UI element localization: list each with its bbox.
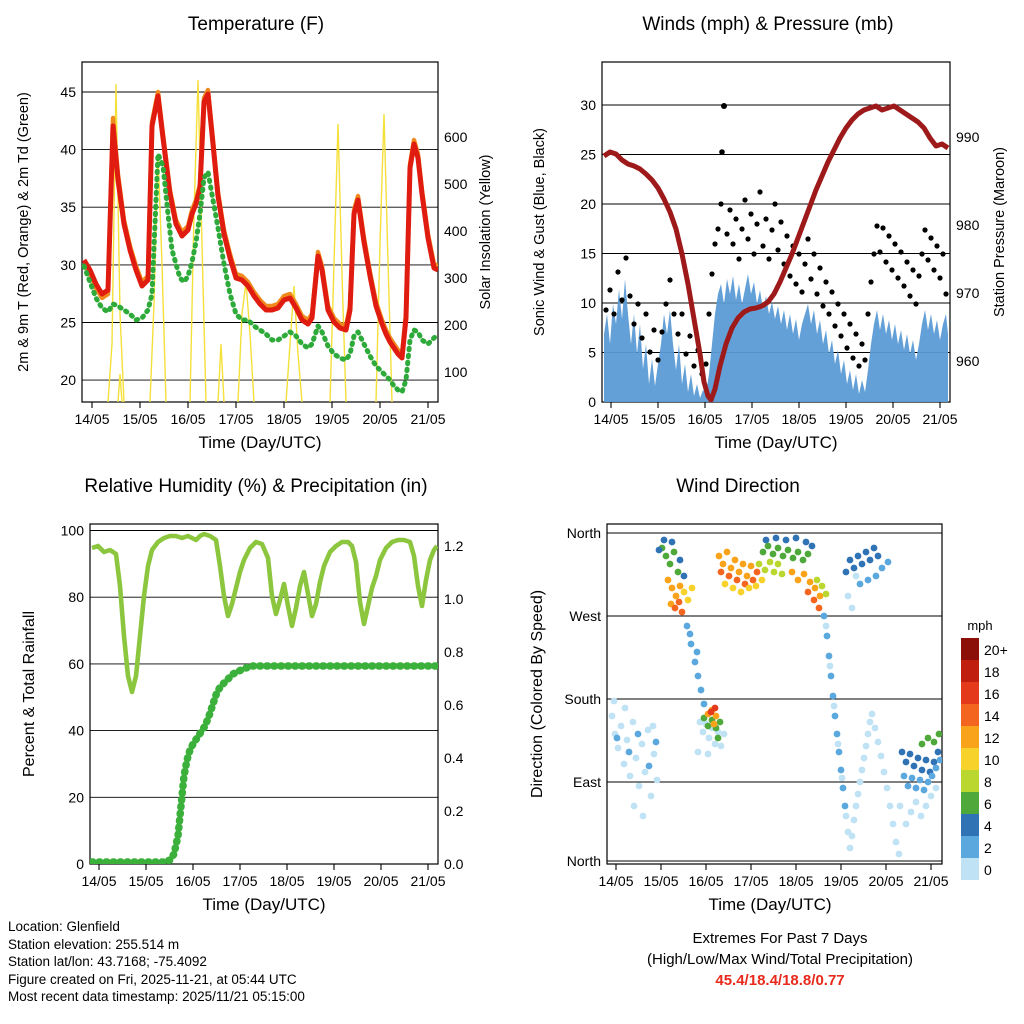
station-latlon: Station lat/lon: 43.7168; -75.4092 <box>8 954 207 969</box>
xtick: 15/05 <box>643 873 679 889</box>
colorbar-label: 16 <box>984 686 1000 702</box>
svg-text:30: 30 <box>580 97 596 113</box>
colorbar-title: mph <box>967 618 993 633</box>
panel-wind-direction <box>512 476 1024 916</box>
wind-direction-colorbar <box>961 618 1008 880</box>
extremes-line1: Extremes For Past 7 Days <box>692 930 868 947</box>
extremes-values: 45.4/18.4/18.8/0.77 <box>715 972 845 989</box>
colorbar-label: 10 <box>984 752 1000 768</box>
svg-text:0: 0 <box>588 394 596 410</box>
xtick: 20/05 <box>363 873 399 889</box>
xtick: 14/05 <box>593 411 629 427</box>
panel-winds-title: Winds (mph) & Pressure (mb) <box>642 14 894 35</box>
colorbar-label: 18 <box>984 664 1000 680</box>
colorbar-label: 0 <box>984 862 992 878</box>
xtick: 21/05 <box>922 411 958 427</box>
xtick: 19/05 <box>823 873 859 889</box>
svg-text:600: 600 <box>444 129 468 145</box>
svg-text:40: 40 <box>68 722 84 739</box>
svg-text:20: 20 <box>580 196 596 212</box>
xtick: 16/05 <box>170 411 206 427</box>
colorbar-label: 12 <box>984 730 1000 746</box>
svg-text:0.4: 0.4 <box>444 750 464 766</box>
xtick: 20/05 <box>875 411 911 427</box>
svg-text:1.2: 1.2 <box>444 538 464 554</box>
extremes-summary <box>580 928 980 991</box>
svg-text:970: 970 <box>956 285 980 301</box>
svg-text:25: 25 <box>580 146 596 163</box>
svg-text:5: 5 <box>588 344 596 361</box>
xtick: 21/05 <box>410 873 446 889</box>
svg-text:10: 10 <box>580 295 596 311</box>
svg-text:100: 100 <box>444 364 468 380</box>
svg-text:60: 60 <box>68 655 84 672</box>
winds-ylabel-right: Station Pressure (Maroon) <box>992 146 1008 318</box>
svg-text:0.6: 0.6 <box>444 697 464 713</box>
xtick: 20/05 <box>362 411 398 427</box>
svg-text:300: 300 <box>444 270 468 286</box>
xtick: 18/05 <box>778 873 814 889</box>
xtick: 19/05 <box>316 873 352 889</box>
svg-text:500: 500 <box>444 176 468 192</box>
xtick: 18/05 <box>266 411 302 427</box>
xtick: 17/05 <box>222 873 258 889</box>
svg-text:100: 100 <box>60 522 84 539</box>
svg-text:0.2: 0.2 <box>444 803 464 819</box>
colorbar-label: 4 <box>984 818 992 834</box>
svg-text:1.0: 1.0 <box>444 591 464 607</box>
xtick: 19/05 <box>828 411 864 427</box>
temperature-xlabel: Time (Day/UTC) <box>198 433 322 452</box>
svg-text:15: 15 <box>580 245 596 262</box>
winds-xlabel: Time (Day/UTC) <box>714 433 838 452</box>
xtick: 15/05 <box>640 411 676 427</box>
svg-text:0: 0 <box>76 856 84 872</box>
colorbar-label: 6 <box>984 796 992 812</box>
xtick: 16/05 <box>687 411 723 427</box>
wind-direction-chart <box>512 476 1024 916</box>
xtick: 17/05 <box>734 411 770 427</box>
colorbar-label: 14 <box>984 708 1000 724</box>
panel-temperature-title: Temperature (F) <box>187 14 325 35</box>
svg-text:80: 80 <box>68 589 84 606</box>
humidity-chart <box>0 476 512 916</box>
xtick: 16/05 <box>688 873 724 889</box>
ytick: East <box>572 774 601 790</box>
svg-text:960: 960 <box>956 353 980 369</box>
temperature-ylabel-right: Solar Insolation (Yellow) <box>478 154 494 310</box>
svg-text:400: 400 <box>444 223 468 239</box>
extremes-line2: (High/Low/Max Wind/Total Precipitation) <box>647 951 913 968</box>
xtick: 17/05 <box>733 873 769 889</box>
colorbar-label: 2 <box>984 840 992 856</box>
xtick: 14/05 <box>81 873 117 889</box>
ytick: South <box>564 691 601 707</box>
station-info <box>8 918 305 1006</box>
panel-humidity-title: Relative Humidity (%) & Precipitation (in) <box>84 476 428 497</box>
ytick: North <box>566 853 601 869</box>
panel-humidity <box>0 476 512 916</box>
xtick: 14/05 <box>74 411 110 427</box>
svg-text:45: 45 <box>60 84 76 100</box>
humidity-xlabel: Time (Day/UTC) <box>202 895 326 914</box>
xtick: 15/05 <box>122 411 158 427</box>
panel-winds <box>512 14 1024 454</box>
colorbar-label: 8 <box>984 774 992 790</box>
panel-wind-direction-title: Wind Direction <box>676 476 800 497</box>
humidity-ylabel-left: Percent & Total Rainfall <box>21 610 38 778</box>
svg-text:980: 980 <box>956 217 980 233</box>
winddir-ylabel: Direction (Colored By Speed) <box>529 589 546 799</box>
ytick: West <box>569 608 601 624</box>
svg-text:0.8: 0.8 <box>444 644 464 660</box>
xtick: 21/05 <box>410 411 446 427</box>
svg-text:20: 20 <box>68 789 84 806</box>
temperature-chart <box>0 14 512 454</box>
winddir-xlabel: Time (Day/UTC) <box>708 895 832 914</box>
figure-created: Figure created on Fri, 2025-11-21, at 05:44 UTC <box>8 971 297 987</box>
xtick: 17/05 <box>218 411 254 427</box>
svg-text:200: 200 <box>444 317 468 333</box>
xtick: 14/05 <box>598 873 634 889</box>
svg-text:0.0: 0.0 <box>444 856 464 872</box>
colorbar-label: 20+ <box>984 642 1008 658</box>
xtick: 19/05 <box>314 411 350 427</box>
panel-temperature <box>0 14 512 454</box>
ytick: North <box>566 525 601 541</box>
svg-text:35: 35 <box>60 199 76 216</box>
svg-text:20: 20 <box>60 372 76 388</box>
station-location: Location: Glenfield <box>8 919 120 934</box>
winds-ylabel-left: Sonic Wind & Gust (Blue, Black) <box>532 128 548 336</box>
svg-text:25: 25 <box>60 314 76 331</box>
temperature-ylabel-left: 2m & 9m T (Red, Orange) & 2m Td (Green) <box>16 92 32 372</box>
svg-text:40: 40 <box>60 141 76 158</box>
xtick: 15/05 <box>128 873 164 889</box>
xtick: 16/05 <box>175 873 211 889</box>
xtick: 21/05 <box>913 873 949 889</box>
winds-chart <box>512 14 1024 454</box>
svg-text:30: 30 <box>60 256 76 273</box>
svg-text:990: 990 <box>956 129 980 145</box>
xtick: 18/05 <box>781 411 817 427</box>
xtick: 18/05 <box>269 873 305 889</box>
station-elevation: Station elevation: 255.514 m <box>8 936 180 952</box>
xtick: 20/05 <box>868 873 904 889</box>
most-recent-timestamp: Most recent data timestamp: 2025/11/21 05:15:00 <box>8 989 305 1004</box>
